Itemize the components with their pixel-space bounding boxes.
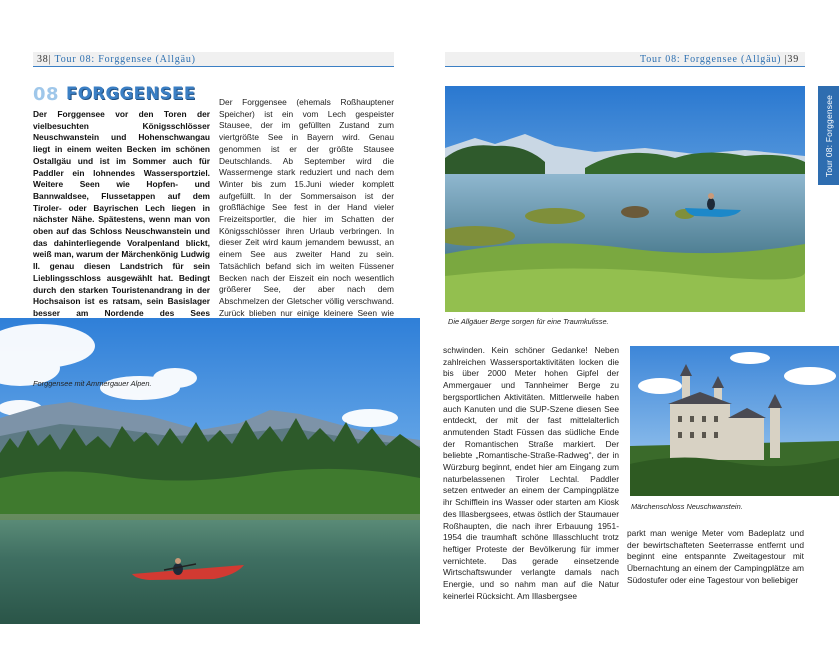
running-title-right: Tour 08: Forggensee (Allgäu) — [640, 54, 782, 65]
header-separator: | — [784, 54, 788, 65]
top-photo — [445, 86, 805, 312]
running-title-left: Tour 08: Forggensee (Allgäu) — [54, 54, 196, 65]
castle-photo — [630, 346, 839, 496]
body-column-2-right: parkt man wenige Meter vom Badeplatz und der bewirtschafteten Seeterrasse entfernt und beginnt eine entspannte Zweitagestour mit Übernachtung an einem der Campingplätze am Südostufer oder eine Tagestour von beliebiger — [627, 528, 804, 585]
intro-paragraph: Der Forggensee vor den Toren der vielbesuchten Königsschlösser Neuschwanstein und Hohenschwangau liegt in einem weiten Becken im schönen Ostallgäu und ist im Sommer auch für Paddler ein lohnendes Wassersportziel. Weitere Seen wie Hopfen- und Bannwaldsee, Flussetappen auf dem Tiroler- oder Bayrischen Lech liegen in nächster Nähe. Spätestens, wenn man von oben auf das Schloss Neuschwanstein und das dahinterliegende Voralpenland blickt, weiß man, warum der Märchenkönig Ludwig II. genau diesen Landstrich für sein Lieblingsschloss ausgewählt hat. Bedingt durch den starken Touristenandrang in der Hochsaison ist es ratsam, sein Basislager besser am Nordende des Sees — [33, 109, 210, 318]
tour-title: FORGGENSEE — [66, 84, 196, 103]
page-number-right: 39 — [787, 54, 799, 65]
header-separator: | — [48, 54, 52, 65]
lake-photo — [0, 318, 420, 624]
right-page-header — [445, 52, 805, 67]
right-page — [420, 0, 839, 671]
chapter-side-tab — [818, 86, 839, 185]
photo-caption-left: Forggensee mit Ammergauer Alpen. — [33, 379, 152, 388]
castle-photo-caption: Märchenschloss Neuschwanstein. — [631, 502, 743, 511]
page-number-left: 38 — [37, 54, 49, 65]
body-column-1-right: schwinden. Kein schöner Gedanke! Neben zahlreichen Wassersportaktivitäten locken die bis über 2000 Meter hohen Gipfel der Ammergauer und Tannheimer Berge zu bergsportlichen Aktivitäten. Mittlerweile haben auch Kanuten und die SUP-Szene diesen See entdeckt, der mit der fast mittelalterlich anmutenden Stadt Füssen das südliche Ende der Romantischen Straße markiert. Der beliebte „Romantische-Straße-Radweg“, der in Würzburg beginnt, endet hier am Eingang zum naturbelassenen Tiroler Lechtal. Paddler setzen entweder an einem der Campingplätze ihr Schifflein ins Wasser oder starten am Kiosk des Illasbergsees, etwas östlich der Staumauer Roßhaupten, die nach ihrer Erbauung 1951-1954 die traumhaft schöne Illasschlucht trotz heftiger Proteste der Bevölkerung für immer vernichtete. Das gerade einsetzende Wirtschaftswunder verlangte damals nach Energie, und so nahm man auf die Natur keinerlei Rücksicht. Am Illasbergsee — [443, 345, 619, 601]
body-column-2: Der Forggensee (ehemals Roßhauptener Speicher) ist ein vom Lech gespeister Stausee, der im gefüllten Zustand zum viertgrößte See in Bayern wird. Genau genommen ist er der größte Stausee Deutschlands. Ab September wird die Wassermenge stark reduziert und nach dem Winter bis zum 15.Juni wieder komplett aufgefüllt. In der Sommersaison ist der großflächige See fest in der Hand vieler Freizeitsportler, die hier im Schatten der Königsschlösser ihren Urlaub verbringen. In dieser Zeit wird kaum jemandem bewusst, an einem See aus zweiter Hand zu sein. Tatsächlich befand sich im weiten Füssener Becken nach der Eiszeit ein noch wesentlich größerer See, der aber nach dem Abschmelzen der Gletscher völlig verschwand. Zurück blieben nur einige kleinere Seen wie — [219, 97, 394, 318]
side-tab-label: Tour 08: Forggensee — [823, 94, 834, 177]
top-photo-caption: Die Allgäuer Berge sorgen für eine Traumkulisse. — [448, 317, 609, 326]
tour-number: 08 — [33, 84, 60, 105]
left-page-header — [33, 52, 394, 67]
